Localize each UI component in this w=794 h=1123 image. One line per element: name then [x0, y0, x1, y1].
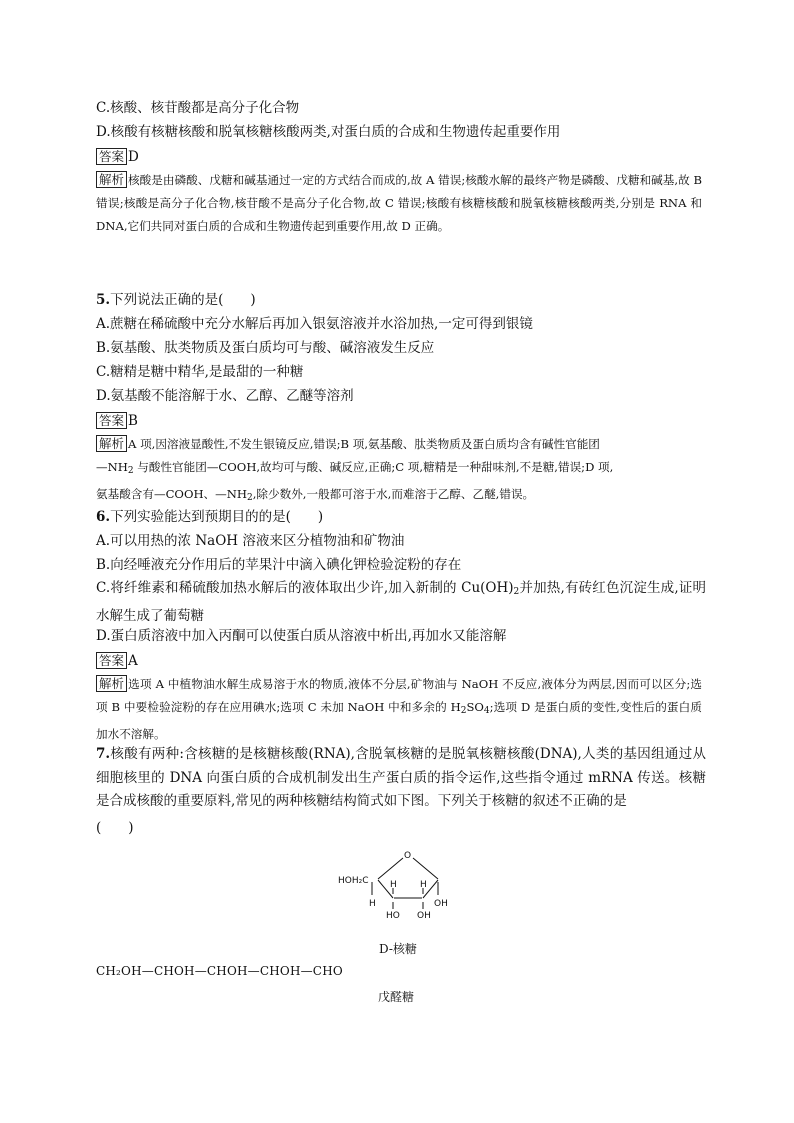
h-label-c4: H: [369, 899, 376, 909]
answer-value: B: [128, 413, 138, 429]
q6-stem: [96, 507, 323, 527]
ring-oxygen-label: O: [404, 851, 412, 861]
answer-tag: 答案: [96, 652, 127, 669]
pentose-aldose-caption: 戊醛糖: [378, 990, 415, 1004]
q4-explanation: [96, 169, 702, 238]
h-label-c3: H: [390, 880, 397, 890]
q6-answer: [96, 652, 138, 670]
q4-answer: [96, 148, 139, 166]
answer-tag: 答案: [96, 412, 127, 429]
q7-answer-parentheses: ( ): [96, 820, 134, 836]
q6-option-b: B.向经唾液充分作用后的苹果汁中滴入碘化钾检验淀粉的存在: [96, 557, 462, 573]
q6-option-a: A.可以用热的浓 NaOH 溶液来区分植物油和矿物油: [96, 533, 405, 549]
q5-option-d: D.氨基酸不能溶解于水、乙醇、乙醚等溶剂: [96, 388, 354, 404]
q4-option-c: C.核酸、核苷酸都是高分子化合物: [96, 100, 300, 116]
question-number: 7.: [96, 746, 111, 762]
answer-tag: 答案: [96, 148, 127, 165]
answer-value: A: [128, 653, 138, 669]
d-ribose-structure: [330, 846, 470, 918]
d-ribose-caption: D-核糖: [379, 942, 417, 956]
q5-option-a: A.蔗糖在稀硫酸中充分水解后再加入银氨溶液并水浴加热,一定可得到银镜: [96, 316, 533, 332]
question-text: 核酸有两种:含核糖的是核糖核酸(RNA),含脱氧核糖的是脱氧核糖核酸(DNA),人类的基因组通过从细胞核里的 DNA 向蛋白质的合成机制发出生产蛋白质的指令运作,这些指令通过 mRNA 传送。核糖是合成核酸的重要原料,常见的两种核糖结构简式如下图。下列关于核糖的叙述不正确的是: [96, 746, 706, 809]
q5-option-c: C.糖精是糖中精华,是最甜的一种糖: [96, 364, 304, 380]
explanation-tag: 解析: [96, 435, 127, 452]
oh-label-c2: OH: [417, 911, 431, 918]
h-label-c2: H: [420, 880, 427, 890]
question-text: 下列说法正确的是( ): [110, 292, 256, 308]
q5-explanation: 解析 A 项,因溶液显酸性,不发生银镜反应,错误;B 项,氨基酸、肽类物质及蛋白质均含有碱性官能团 $—NH_2$ 与酸性官能团—COOH,故均可与酸、碱反应,正确;C 项,糖精是一种甜味剂,不是糖,错误;D 项, 氨基酸含有—COOH、$—NH_2$,除少数外,一般都可溶于水,而难溶于乙醇、乙醚,错误。: [96, 436, 614, 503]
question-number: 6.: [96, 509, 111, 525]
hoh2c-label: HOH₂C: [338, 876, 369, 886]
explanation-text: 核酸是由磷酸、戊糖和碱基通过一定的方式结合而成的,故 A 错误;核酸水解的最终产物是磷酸、戊糖和碱基,故 B 错误;核酸是高分子化合物,核苷酸不是高分子化合物,故 C 错误;核酸有核糖核酸和脱氧核糖核酸两类,分别是 RNA 和 DNA,它们共同对蛋白质的合成和生物遗传起到重要作用,故 D 正确。: [96, 173, 702, 233]
oh-label-c1: OH: [434, 899, 448, 909]
q5-option-b: B.氨基酸、肽类物质及蛋白质均可与酸、碱溶液发生反应: [96, 340, 435, 356]
q6-option-d: D.蛋白质溶液中加入丙酮可以使蛋白质从溶液中析出,再加水又能溶解: [96, 628, 507, 644]
q4-option-d: D.核酸有核糖核酸和脱氧核糖核酸两类,对蛋白质的合成和生物遗传起重要作用: [96, 124, 561, 140]
question-text: 下列实验能达到预期目的的是( ): [110, 509, 324, 525]
pentose-aldose-formula: CH₂OH—CHOH—CHOH—CHOH—CHO: [96, 964, 343, 978]
q7-stem: [96, 743, 706, 814]
answer-value: D: [128, 149, 139, 165]
explanation-tag: 解析: [96, 675, 127, 692]
q5-stem: [96, 290, 256, 310]
ho-label-c3: HO: [386, 911, 400, 918]
explanation-tag: 解析: [96, 171, 127, 188]
question-number: 5.: [96, 292, 111, 308]
q6-explanation: 解析 选项 A 中植物油水解生成易溶于水的物质,液体不分层,矿物油与 NaOH 不反应,液体分为两层,因而可以区分;选项 B 中要检验淀粉的存在应用碘水;选项 C 未加 NaOH 中和多余的 $H_2SO_4$;选项 D 是蛋白质的变性,变性后的蛋白质加水不溶解。: [96, 676, 702, 741]
q6-option-c: C.将纤维素和稀硫酸加热水解后的液体取出少许,加入新制的 $Cu(OH)_2$并加热,有砖红色沉淀生成,证明水解生成了葡萄糖: [96, 580, 706, 624]
q5-answer: [96, 412, 138, 430]
